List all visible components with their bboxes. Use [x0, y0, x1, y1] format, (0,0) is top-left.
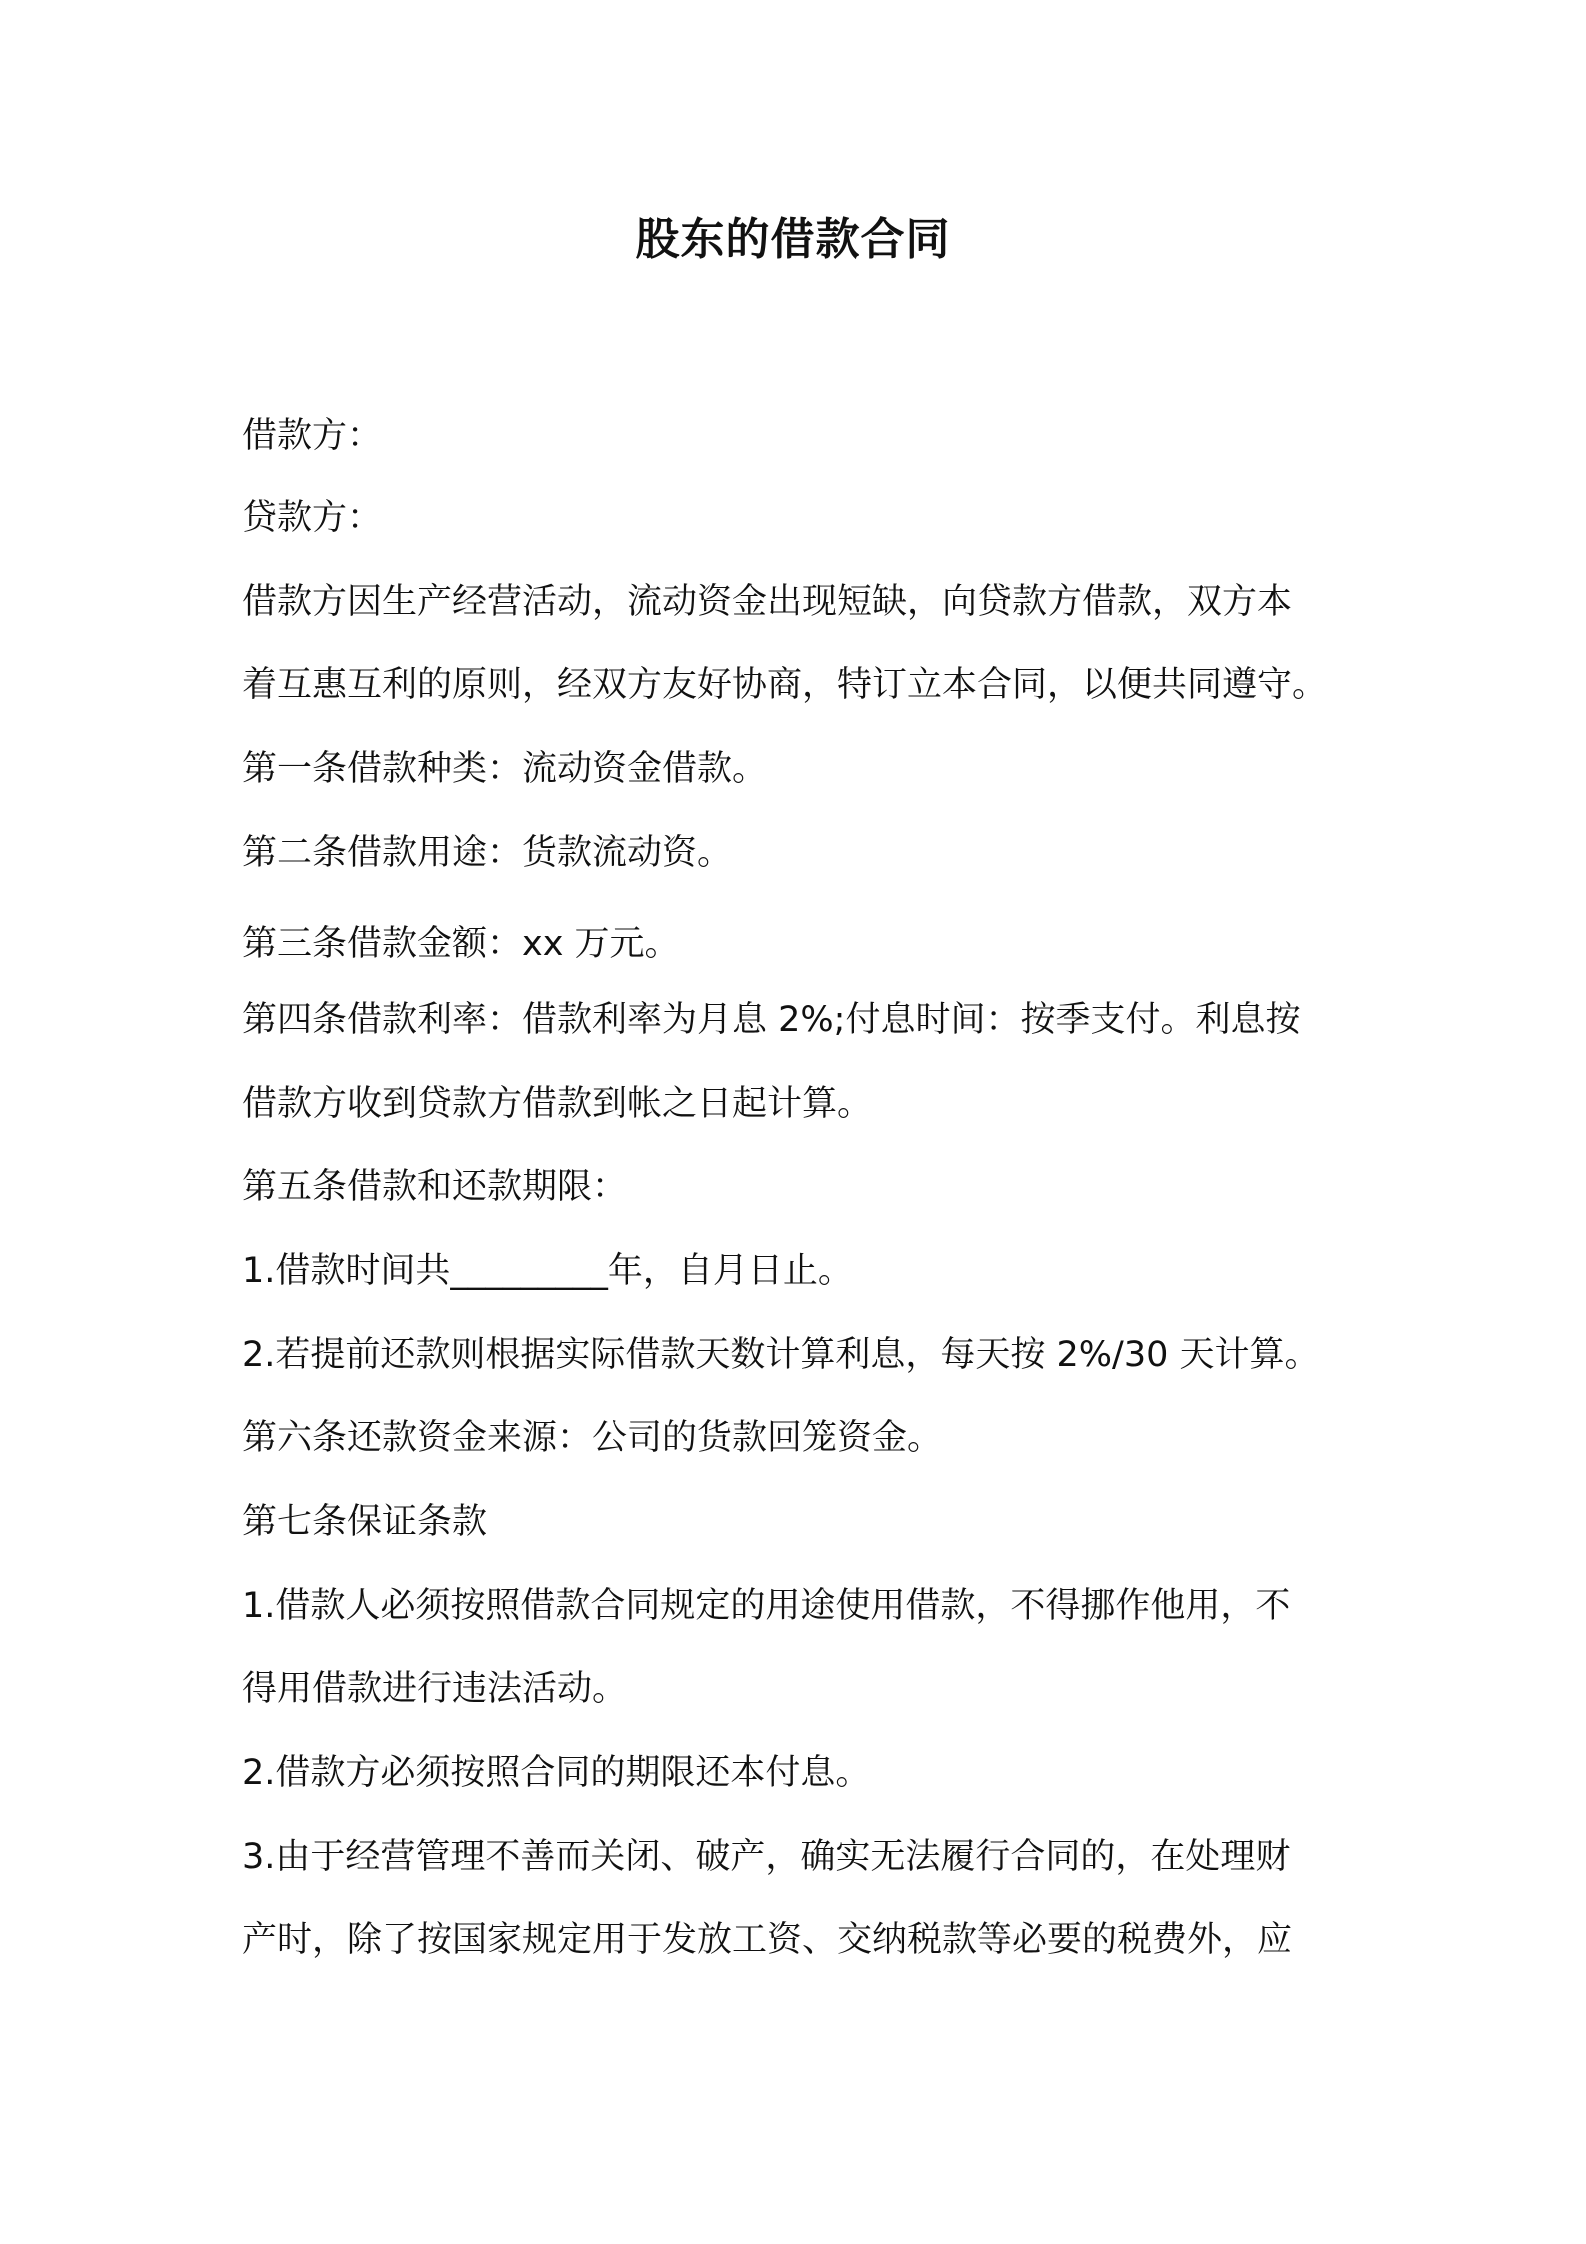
borrower-line: 借款方： [242, 416, 383, 456]
article-5-heading: 第五条借款和还款期限： [242, 1167, 628, 1207]
lender-line: 贷款方： [242, 498, 383, 538]
article-6-repayment-source: 第六条还款资金来源：公司的货款回笼资金。 [242, 1418, 943, 1458]
article-3-loan-amount: 第三条借款金额：xx 万元。 [242, 924, 680, 964]
article-1-loan-type: 第一条借款种类：流动资金借款。 [242, 749, 768, 789]
article-2-loan-purpose: 第二条借款用途：货款流动资。 [242, 833, 733, 873]
article-7-item-2: 2.借款方必须按照合同的期限还本付息。 [242, 1753, 871, 1793]
article-7-heading: 第七条保证条款 [242, 1502, 488, 1542]
preamble-line-1: 借款方因生产经营活动，流动资金出现短缺，向贷款方借款，双方本 [242, 582, 1293, 622]
article-5-item-1: 1.借款时间共_________年，自月日止。 [242, 1251, 853, 1291]
document-title: 股东的借款合同 [635, 214, 951, 265]
article-7-item-1-line-2: 得用借款进行违法活动。 [242, 1669, 628, 1709]
article-7-item-3-line-1: 3.由于经营管理不善而关闭、破产，确实无法履行合同的，在处理财 [242, 1837, 1291, 1877]
article-4-interest-line-2: 借款方收到贷款方借款到帐之日起计算。 [242, 1084, 873, 1124]
article-7-item-1-line-1: 1.借款人必须按照借款合同规定的用途使用借款，不得挪作他用，不 [242, 1586, 1291, 1626]
preamble-line-2: 着互惠互利的原则，经双方友好协商，特订立本合同，以便共同遵守。 [242, 665, 1328, 705]
article-4-interest-line-1: 第四条借款利率：借款利率为月息 2%;付息时间：按季支付。利息按 [242, 1000, 1301, 1040]
article-5-item-2: 2.若提前还款则根据实际借款天数计算利息，每天按 2%/30 天计算。 [242, 1335, 1320, 1375]
article-7-item-3-line-2: 产时，除了按国家规定用于发放工资、交纳税款等必要的税费外，应 [242, 1920, 1293, 1960]
